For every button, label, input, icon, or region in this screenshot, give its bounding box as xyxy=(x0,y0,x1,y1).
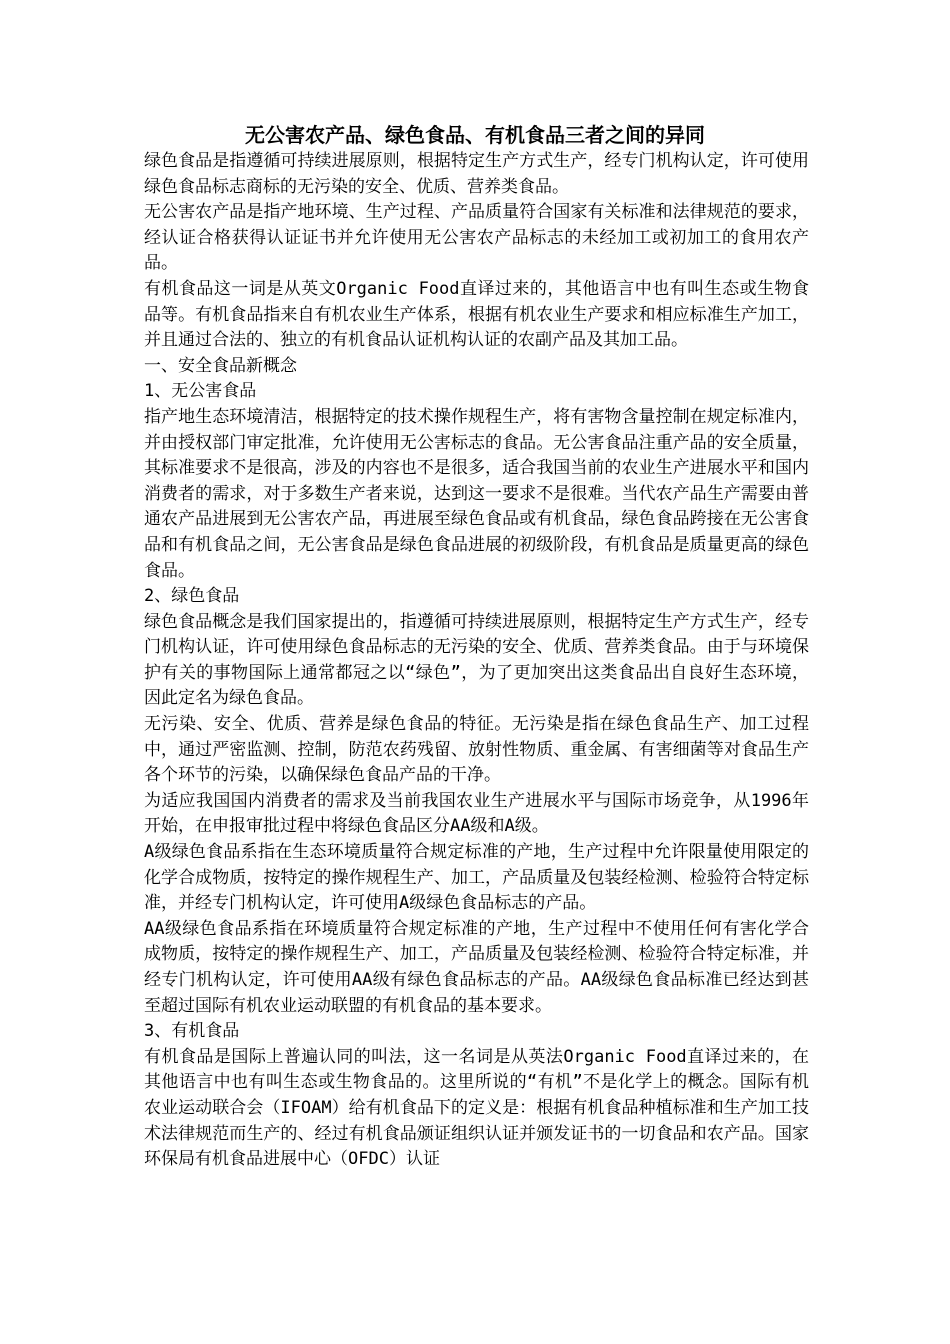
subsection-heading-pollution-free: 1、无公害食品 xyxy=(144,381,257,402)
paragraph-organic-food-definition: 有机食品这一词是从英文Organic Food直译过来的，其他语言中也有叫生态或生物食品等。有机食品指来自有机农业生产体系，根据有机农业生产要求和相应标准生产加工，并且通过合法的、独立的有机食品认证机构认证的农副产品及其加工品。 xyxy=(144,278,809,351)
paragraph-organic-food-detail: 有机食品是国际上普遍认同的叫法，这一名词是从英法Organic Food直译过来的，在其他语言中也有叫生态或生物食品的。这里所说的“有机”不是化学上的概念。国际有机农业运动联合会（IFOAM）给有机食品下的定义是：根据有机食品种植标准和生产加工技术法律规范而生产的、经过有机食品颁证组织认证并颁发证书的一切食品和农产品。国家环保局有机食品进展中心（OFDC）认证 xyxy=(144,1046,809,1170)
subsection-heading-organic-food: 3、有机食品 xyxy=(144,1021,240,1042)
document-title: 无公害农产品、绿色食品、有机食品三者之间的异同 xyxy=(245,123,705,147)
subsection-heading-green-food: 2、绿色食品 xyxy=(144,586,240,607)
paragraph-green-food-features: 无污染、安全、优质、营养是绿色食品的特征。无污染是指在绿色食品生产、加工过程中，通过严密监测、控制，防范农药残留、放射性物质、重金属、有害细菌等对食品生产各个环节的污染，以确保绿色食品产品的干净。 xyxy=(144,714,809,786)
paragraph-pollution-free-definition: 无公害农产品是指产地环境、生产过程、产品质量符合国家有关标准和法律规范的要求，经认证合格获得认证证书并允许使用无公害农产品标志的未经加工或初加工的食用农产品。 xyxy=(144,202,809,274)
document-body xyxy=(144,149,809,1173)
section-heading-safe-food: 一、安全食品新概念 xyxy=(144,355,297,376)
paragraph-aa-grade: AA级绿色食品系指在环境质量符合规定标准的产地，生产过程中不使用任何有害化学合成物质，按特定的操作规程生产、加工，产品质量及包装经检测、检验符合特定标准，并经专门机构认定，许可使用AA级有绿色食品标志的产品。AA级绿色食品标准已经达到甚至超过国际有机农业运动联盟的有机食品的基本要求。 xyxy=(144,918,809,1016)
paragraph-green-food-grades: 为适应我国国内消费者的需求及当前我国农业生产进展水平与国际市场竞争，从1996年开始，在申报审批过程中将绿色食品区分AA级和A级。 xyxy=(144,790,809,837)
paragraph-green-food-concept: 绿色食品概念是我们国家提出的，指遵循可持续进展原则，根据特定生产方式生产，经专门机构认证，许可使用绿色食品标志的无污染的安全、优质、营养类食品。由于与环境保护有关的事物国际上通常都冠之以“绿色”，为了更加突出这类食品出自良好生态环境，因此定名为绿色食品。 xyxy=(144,611,809,709)
paragraph-green-food-definition: 绿色食品是指遵循可持续进展原则，根据特定生产方式生产，经专门机构认定，许可使用绿色食品标志商标的无污染的安全、优质、营养类食品。 xyxy=(144,151,809,197)
paragraph-a-grade: A级绿色食品系指在生态环境质量符合规定标准的产地，生产过程中允许限量使用限定的化学合成物质，按特定的操作规程生产、加工，产品质量及包装经检测、检验符合特定标准，并经专门机构认定，许可使用A级绿色食品标志的产品。 xyxy=(144,842,809,914)
paragraph-pollution-free-detail: 指产地生态环境清洁，根据特定的技术操作规程生产，将有害物含量控制在规定标准内，并由授权部门审定批准，允许使用无公害标志的食品。无公害食品注重产品的安全质量，其标准要求不是很高，涉及的内容也不是很多，适合我国当前的农业生产进展水平和国内消费者的需求，对于多数生产者来说，达到这一要求不是很难。当代农产品生产需要由普通农产品进展到无公害农产品，再进展至绿色食品或有机食品，绿色食品跨接在无公害食品和有机食品之间，无公害食品是绿色食品进展的初级阶段，有机食品是质量更高的绿色食品。 xyxy=(144,406,809,581)
